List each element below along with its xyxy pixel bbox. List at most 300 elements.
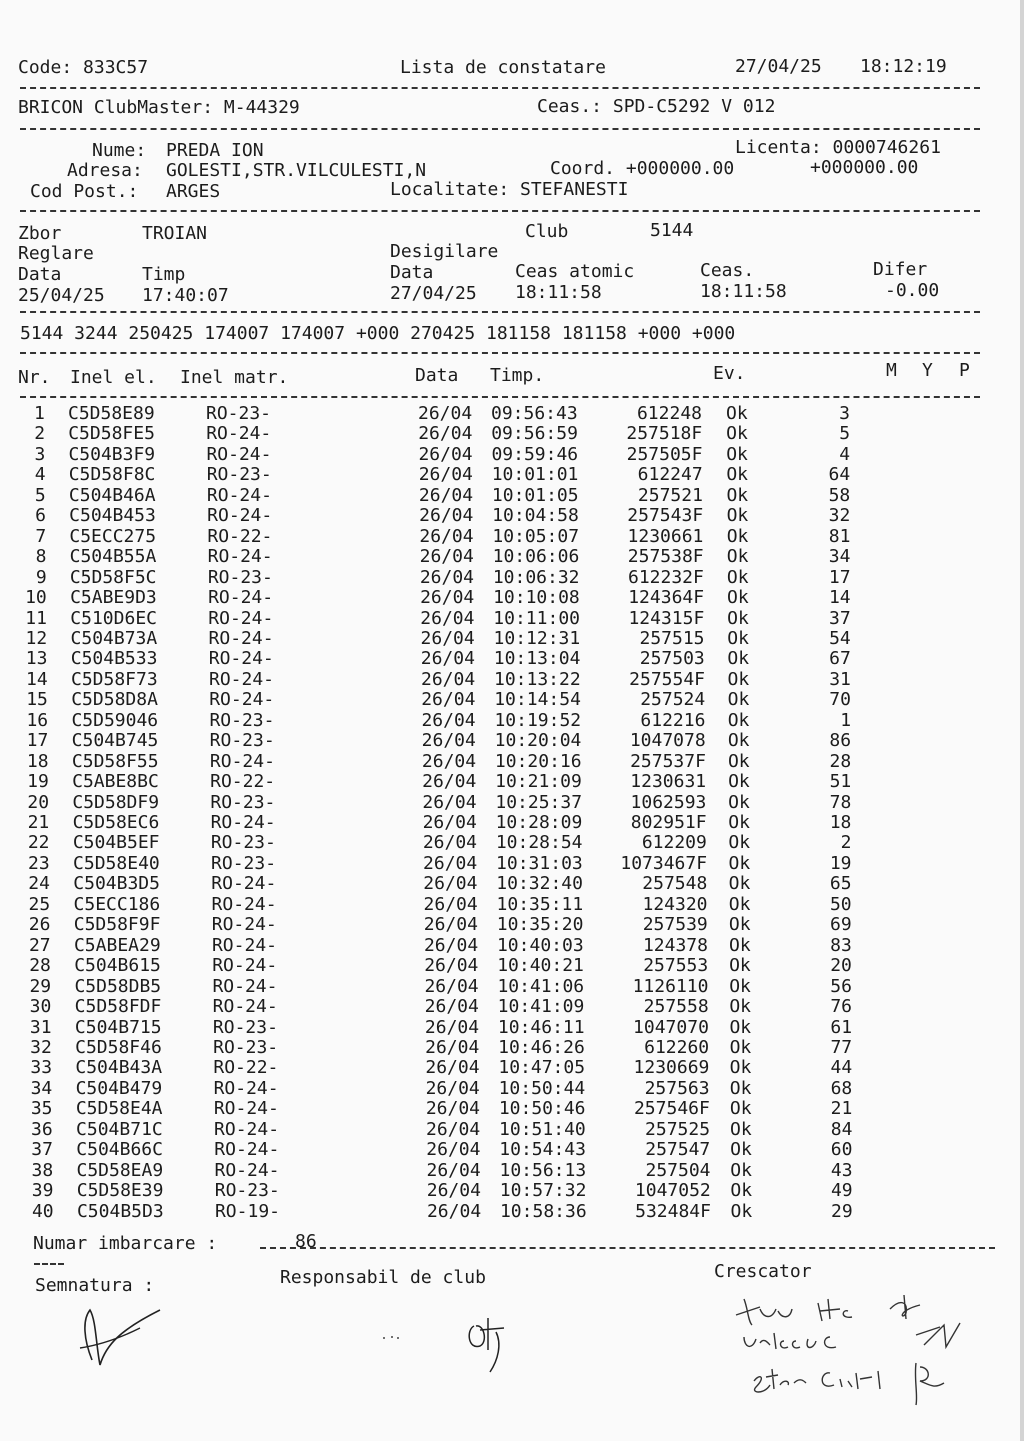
col-p: P xyxy=(959,360,970,381)
ring-number: 257503 xyxy=(639,648,705,670)
row-number: 19 xyxy=(27,771,49,793)
event-status: Ok xyxy=(729,1098,752,1120)
signature-dots xyxy=(370,1320,430,1350)
ring-prefix: RO-24- xyxy=(213,1098,279,1120)
m-value: 21 xyxy=(830,1098,853,1120)
table-row xyxy=(0,629,1000,649)
row-number: 26 xyxy=(28,914,51,936)
arrival-date: 26/04 xyxy=(420,627,475,649)
m-value: 32 xyxy=(828,505,851,527)
ring-prefix: RO-23- xyxy=(211,852,277,874)
ring-number: 532484F xyxy=(635,1200,711,1222)
table-row xyxy=(0,465,1000,485)
row-number: 12 xyxy=(25,627,48,649)
arrival-time: 10:10:08 xyxy=(493,587,580,609)
club-number: 5144 xyxy=(650,220,694,241)
arrival-time: 10:01:01 xyxy=(491,464,579,486)
table-row xyxy=(0,752,1000,772)
ring-prefix: RO-24- xyxy=(209,689,275,711)
arrival-date: 26/04 xyxy=(420,587,475,609)
ring-prefix: RO-24- xyxy=(213,1077,279,1099)
ring-prefix: RO-24- xyxy=(211,914,277,936)
arrival-time: 10:25:37 xyxy=(495,791,583,813)
ring-number: 612209 xyxy=(641,832,707,854)
row-number: 6 xyxy=(35,505,46,527)
club-label: Club xyxy=(525,221,569,242)
ring-prefix: RO-24- xyxy=(211,873,277,895)
event-status: Ok xyxy=(728,812,750,833)
electronic-ring: C5D58F5C xyxy=(69,566,157,588)
divider xyxy=(20,396,980,398)
electronic-ring: C504B3F9 xyxy=(68,443,156,465)
arrival-time: 10:40:21 xyxy=(497,955,584,977)
reglare-time: 17:40:07 xyxy=(142,285,229,306)
ring-number: 124378 xyxy=(642,934,708,956)
time-label: Timp xyxy=(142,264,186,285)
owner-name: PREDA ION xyxy=(166,140,264,161)
m-value: 76 xyxy=(830,996,853,1018)
divider xyxy=(34,1263,64,1265)
table-row xyxy=(0,711,1000,731)
m-value: 81 xyxy=(828,525,851,547)
arrival-date: 26/04 xyxy=(419,505,474,527)
electronic-ring: C504B71C xyxy=(76,1118,163,1140)
locality: Localitate: STEFANESTI xyxy=(390,179,629,200)
m-value: 51 xyxy=(829,771,852,793)
table-row xyxy=(0,854,1000,874)
ring-number: 257539 xyxy=(642,914,708,936)
ring-number: 257554F xyxy=(629,668,705,690)
event-status: Ok xyxy=(726,546,749,568)
flight-name: TROIAN xyxy=(142,223,208,244)
arrival-date: 26/04 xyxy=(421,709,476,731)
event-status: Ok xyxy=(726,423,748,445)
table-row xyxy=(0,1202,1000,1222)
table-row xyxy=(0,1079,1000,1099)
arrival-time: 10:57:32 xyxy=(499,1180,587,1202)
m-value: 54 xyxy=(829,627,851,649)
m-value: 68 xyxy=(830,1077,853,1099)
event-status: Ok xyxy=(727,607,749,629)
signature-club xyxy=(460,1310,520,1380)
row-number: 38 xyxy=(31,1159,54,1181)
m-value: 77 xyxy=(830,1036,853,1058)
table-row xyxy=(0,997,1000,1017)
electronic-ring: C5D58FE5 xyxy=(68,423,155,445)
date-label: Data xyxy=(18,264,62,285)
ring-number: 257524 xyxy=(640,689,706,711)
arrival-date: 26/04 xyxy=(422,832,478,854)
ring-number: 257538F xyxy=(627,546,704,568)
table-row xyxy=(0,1161,1000,1181)
event-status: Ok xyxy=(727,689,750,711)
table-row xyxy=(0,1099,1000,1119)
arrival-date: 26/04 xyxy=(418,484,474,506)
event-status: Ok xyxy=(730,1139,752,1161)
electronic-ring: C5D58DB5 xyxy=(74,975,162,997)
ring-number: 257546F xyxy=(633,1098,710,1120)
electronic-ring: C504B66C xyxy=(76,1139,163,1161)
ring-number: 612232F xyxy=(627,566,704,588)
event-status: Ok xyxy=(727,627,749,649)
arrival-time: 10:46:11 xyxy=(497,1016,585,1038)
event-status: Ok xyxy=(728,791,750,813)
clubmaster-id: BRICON ClubMaster: M-44329 xyxy=(18,97,300,118)
electronic-ring: C504B533 xyxy=(70,648,158,670)
event-status: Ok xyxy=(726,484,749,506)
row-number: 32 xyxy=(30,1036,52,1058)
event-status: Ok xyxy=(726,403,748,424)
desigilare-date: 27/04/25 xyxy=(390,283,477,304)
event-status: Ok xyxy=(728,934,751,956)
coordinates-2: +000000.00 xyxy=(810,157,919,178)
table-row xyxy=(0,568,1000,588)
table-row xyxy=(0,1140,1000,1160)
difference-value: -0.00 xyxy=(885,280,940,301)
ring-prefix: RO-23- xyxy=(207,566,273,588)
table-row xyxy=(0,506,1000,526)
m-value: 61 xyxy=(830,1016,853,1038)
table-row xyxy=(0,424,1000,444)
boarding-count-label: Numar imbarcare : xyxy=(33,1233,218,1254)
arrival-date: 26/04 xyxy=(420,607,475,629)
electronic-ring: C504B73A xyxy=(70,627,158,649)
ring-number: 1062593 xyxy=(630,791,707,813)
row-number: 27 xyxy=(28,934,51,956)
m-value: 78 xyxy=(829,791,852,813)
electronic-ring: C504B479 xyxy=(75,1077,163,1099)
table-row xyxy=(0,1120,1000,1140)
arrival-time: 10:31:03 xyxy=(496,852,583,874)
report-title: Lista de constatare xyxy=(400,57,606,78)
col-m: M xyxy=(886,360,897,381)
m-value: 3 xyxy=(839,403,850,424)
arrival-time: 10:20:16 xyxy=(494,750,582,772)
event-status: Ok xyxy=(729,955,751,977)
electronic-ring: C5D58EC6 xyxy=(72,812,160,833)
ring-prefix: RO-24- xyxy=(214,1139,280,1161)
ring-number: 612247 xyxy=(637,464,703,486)
col-event: Ev. xyxy=(713,363,746,384)
arrival-time: 10:28:54 xyxy=(495,832,583,854)
ring-prefix: RO-24- xyxy=(210,812,276,833)
m-value: 5 xyxy=(839,423,851,445)
m-value: 28 xyxy=(829,750,852,772)
arrival-time: 10:41:06 xyxy=(497,975,585,997)
ring-number: 257518F xyxy=(626,423,703,445)
event-status: Ok xyxy=(727,587,749,609)
event-status: Ok xyxy=(728,893,751,915)
table-row xyxy=(0,690,1000,710)
electronic-ring: C504B3D5 xyxy=(73,873,160,895)
arrival-date: 26/04 xyxy=(423,893,478,915)
signature-breeders xyxy=(730,1285,980,1415)
clock-id: Ceas.: SPD-C5292 V 012 xyxy=(537,96,776,117)
arrival-time: 09:59:46 xyxy=(491,443,579,465)
event-status: Ok xyxy=(727,750,750,772)
arrival-time: 10:35:20 xyxy=(496,914,584,936)
ring-number: 257504 xyxy=(645,1159,711,1181)
ring-number: 612248 xyxy=(636,403,702,424)
ring-number: 257553 xyxy=(643,955,709,977)
arrival-time: 10:06:06 xyxy=(492,546,580,568)
reglare-date: 25/04/25 xyxy=(18,285,105,306)
ring-prefix: RO-22- xyxy=(207,525,273,547)
table-row xyxy=(0,956,1000,976)
row-number: 10 xyxy=(25,587,47,609)
event-status: Ok xyxy=(726,525,749,547)
ring-prefix: RO-24- xyxy=(211,934,277,956)
desigilare-label: Desigilare xyxy=(390,241,499,262)
page-edge-shadow xyxy=(1020,0,1024,1441)
arrival-time: 10:41:09 xyxy=(497,996,585,1018)
arrival-time: 10:06:32 xyxy=(492,566,580,588)
atomic-clock-label: Ceas atomic xyxy=(515,261,635,282)
row-number: 37 xyxy=(31,1139,53,1161)
col-nr: Nr. xyxy=(18,367,51,388)
m-value: 49 xyxy=(830,1180,853,1202)
arrival-date: 26/04 xyxy=(418,464,473,486)
ring-number: 1126110 xyxy=(632,975,709,997)
event-status: Ok xyxy=(729,1077,752,1099)
table-row xyxy=(0,936,1000,956)
table-row xyxy=(0,772,1000,792)
electronic-ring: C5D59046 xyxy=(71,709,159,731)
row-number: 33 xyxy=(30,1057,53,1079)
arrival-time: 10:13:22 xyxy=(493,668,581,690)
divider xyxy=(20,87,980,89)
ring-number: 124364F xyxy=(628,587,705,609)
arrival-time: 10:28:09 xyxy=(495,812,583,833)
row-number: 17 xyxy=(26,730,49,752)
boarding-count: 86 xyxy=(295,1231,317,1252)
ring-number: 1230631 xyxy=(630,771,707,793)
arrival-date: 26/04 xyxy=(422,771,477,793)
postcode: ARGES xyxy=(166,181,221,202)
row-number: 31 xyxy=(29,1016,52,1038)
col-y: Y xyxy=(922,360,933,381)
ring-prefix: RO-24- xyxy=(207,505,273,527)
ring-number: 257558 xyxy=(643,996,709,1018)
arrival-date: 26/04 xyxy=(418,403,473,424)
arrival-date: 26/04 xyxy=(426,1200,482,1222)
event-status: Ok xyxy=(727,730,750,752)
table-row xyxy=(0,813,1000,833)
table-row xyxy=(0,895,1000,915)
col-ring-number: Inel matr. xyxy=(180,367,289,388)
m-value: 44 xyxy=(830,1057,853,1079)
ring-prefix: RO-23- xyxy=(209,730,275,752)
clock-label: Ceas. xyxy=(700,260,755,281)
ring-number: 257537F xyxy=(630,750,706,772)
m-value: 60 xyxy=(830,1139,853,1161)
ring-prefix: RO-24- xyxy=(208,607,274,629)
event-status: Ok xyxy=(728,914,751,936)
m-value: 1 xyxy=(840,709,852,731)
event-status: Ok xyxy=(730,1118,752,1140)
ring-prefix: RO-24- xyxy=(214,1118,280,1140)
m-value: 37 xyxy=(829,607,851,629)
arrival-date: 26/04 xyxy=(425,1098,480,1120)
m-value: 65 xyxy=(829,873,852,895)
m-value: 2 xyxy=(840,832,852,854)
flight-label: Zbor xyxy=(18,223,62,244)
atomic-time: 18:11:58 xyxy=(515,282,602,303)
arrival-date: 26/04 xyxy=(422,812,477,833)
row-number: 36 xyxy=(31,1118,53,1140)
ring-number: 124315F xyxy=(628,607,705,629)
ring-number: 257515 xyxy=(639,627,705,649)
ring-prefix: RO-24- xyxy=(206,423,272,445)
event-status: Ok xyxy=(728,832,751,854)
code-line: 5144 3244 250425 174007 174007 +000 270425 181158 181158 +000 +000 xyxy=(20,323,736,344)
arrival-date: 26/04 xyxy=(424,1016,480,1038)
event-status: Ok xyxy=(726,443,748,465)
arrival-date: 26/04 xyxy=(420,648,475,670)
event-status: Ok xyxy=(728,852,751,874)
row-number: 35 xyxy=(30,1098,53,1120)
event-status: Ok xyxy=(727,648,750,670)
row-number: 16 xyxy=(26,709,49,731)
arrival-time: 10:51:40 xyxy=(499,1118,586,1140)
electronic-ring: C504B55A xyxy=(69,546,157,568)
date-label-2: Data xyxy=(390,262,434,283)
arrival-date: 26/04 xyxy=(422,791,477,813)
event-status: Ok xyxy=(728,873,751,895)
arrival-time: 10:46:26 xyxy=(498,1036,585,1058)
license: Licenta: 0000746261 xyxy=(735,137,941,158)
table-row xyxy=(0,649,1000,669)
arrival-time: 10:04:58 xyxy=(492,505,579,527)
row-number: 5 xyxy=(34,484,46,506)
ring-prefix: RO-23- xyxy=(206,403,272,424)
arrival-date: 26/04 xyxy=(419,525,474,547)
ring-number: 1230661 xyxy=(627,525,704,547)
table-row xyxy=(0,588,1000,608)
arrival-date: 26/04 xyxy=(425,1057,480,1079)
table-row xyxy=(0,1058,1000,1078)
electronic-ring: C504B745 xyxy=(71,730,159,752)
table-row xyxy=(0,1038,1000,1058)
row-number: 18 xyxy=(26,750,49,772)
m-value: 20 xyxy=(830,955,852,977)
ring-number: 1230669 xyxy=(633,1057,710,1079)
ring-prefix: RO-19- xyxy=(214,1200,280,1222)
arrival-time: 09:56:43 xyxy=(491,403,578,424)
row-number: 4 xyxy=(34,464,46,486)
row-number: 11 xyxy=(25,607,47,629)
arrival-date: 26/04 xyxy=(426,1139,481,1161)
row-number: 28 xyxy=(29,955,51,977)
arrival-date: 26/04 xyxy=(419,546,474,568)
arrival-date: 26/04 xyxy=(424,975,479,997)
ring-number: 257548 xyxy=(642,873,708,895)
ring-prefix: RO-23- xyxy=(210,832,276,854)
ring-number: 612260 xyxy=(644,1036,710,1058)
m-value: 19 xyxy=(829,852,852,874)
arrival-time: 10:35:11 xyxy=(496,893,584,915)
arrival-date: 26/04 xyxy=(423,852,478,874)
m-value: 69 xyxy=(830,914,852,936)
event-status: Ok xyxy=(729,1036,752,1058)
electronic-ring: C504B46A xyxy=(68,484,156,506)
ring-prefix: RO-24- xyxy=(209,750,275,772)
event-status: Ok xyxy=(730,1180,753,1202)
arrival-date: 26/04 xyxy=(426,1159,481,1181)
divider xyxy=(20,352,980,354)
divider xyxy=(20,311,980,313)
ring-prefix: RO-22- xyxy=(213,1057,279,1079)
event-status: Ok xyxy=(727,709,750,731)
clock-time: 18:11:58 xyxy=(700,281,787,302)
arrival-time: 10:01:05 xyxy=(491,484,579,506)
table-row xyxy=(0,547,1000,567)
electronic-ring: C5D58F9F xyxy=(73,914,161,936)
ring-number: 802951F xyxy=(630,812,707,833)
arrival-date: 26/04 xyxy=(419,566,475,588)
electronic-ring: C5D58EA9 xyxy=(76,1159,164,1181)
m-value: 64 xyxy=(828,464,851,486)
ring-prefix: RO-23- xyxy=(213,1036,279,1058)
ring-number: 1073467F xyxy=(620,852,708,874)
ring-number: 257547 xyxy=(645,1139,711,1161)
row-number: 2 xyxy=(34,423,46,445)
row-number: 21 xyxy=(27,812,50,833)
electronic-ring: C504B615 xyxy=(74,955,161,977)
electronic-ring: C5ECC275 xyxy=(69,525,157,547)
electronic-ring: C5ABEA29 xyxy=(73,934,161,956)
m-value: 14 xyxy=(828,587,851,609)
ring-number: 612216 xyxy=(640,709,706,731)
report-code: Code: 833C57 xyxy=(18,57,149,78)
row-number: 1 xyxy=(34,403,45,424)
divider xyxy=(260,1247,995,1249)
arrival-time: 09:56:59 xyxy=(491,423,578,445)
electronic-ring: C5D58F8C xyxy=(68,464,156,486)
ring-number: 257525 xyxy=(645,1118,711,1140)
electronic-ring: C5D58F73 xyxy=(70,668,158,690)
table-row xyxy=(0,609,1000,629)
ring-prefix: RO-23- xyxy=(209,709,275,731)
row-number: 7 xyxy=(35,525,47,547)
m-value: 4 xyxy=(839,443,851,465)
col-time: Timp. xyxy=(490,365,545,386)
electronic-ring: C504B453 xyxy=(69,505,156,527)
ring-prefix: RO-24- xyxy=(206,484,272,506)
electronic-ring: C5ECC186 xyxy=(73,893,161,915)
divider xyxy=(20,210,980,212)
ring-prefix: RO-24- xyxy=(212,996,278,1018)
m-value: 31 xyxy=(829,668,851,690)
ring-prefix: RO-24- xyxy=(208,668,275,690)
coordinates: Coord. +000000.00 xyxy=(550,158,735,179)
m-value: 70 xyxy=(829,689,851,711)
m-value: 17 xyxy=(828,566,851,588)
address: GOLESTI,STR.VILCULESTI,N xyxy=(166,160,427,181)
event-status: Ok xyxy=(730,1200,753,1222)
ring-number: 1047052 xyxy=(634,1180,711,1202)
arrival-date: 26/04 xyxy=(421,689,476,711)
table-row xyxy=(0,404,1000,424)
row-number: 40 xyxy=(31,1200,54,1222)
event-status: Ok xyxy=(726,566,749,588)
arrival-date: 26/04 xyxy=(424,955,479,977)
arrival-date: 26/04 xyxy=(418,423,473,445)
ring-number: 1047078 xyxy=(629,730,706,752)
report-date: 27/04/25 xyxy=(735,56,822,77)
row-number: 24 xyxy=(28,873,50,895)
ring-number: 257521 xyxy=(637,484,703,506)
